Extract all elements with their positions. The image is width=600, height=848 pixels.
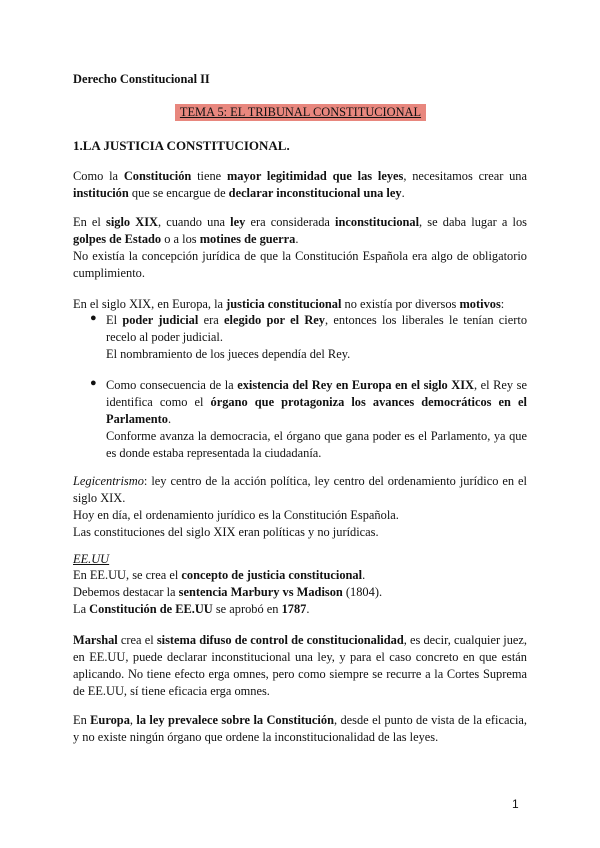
paragraph-5: Marshal crea el sistema difuso de control de constitucionalidad, es decir, cualquier juez, en EE.UU, puede declarar inconstitucional una ley, y para el caso concreto en que están aplicando. No tiene efecto erga omnes, pero como siempre se recurre a la Cortes Suprema de EE.UU, sí tiene eficacia erga omnes. (73, 633, 527, 698)
bullet-item-2: Como consecuencia de la existencia del Rey en Europa en el siglo XIX, el Rey se identifica como el órgano que protagoniza los avances democráticos en el Parlamento. Conforme avanza la democracia, el órgano que gana poder es el Parlamento, ya que es donde estaba representada la ciudadanía. (106, 378, 527, 460)
paragraph-1: Como la Constitución tiene mayor legitimidad que las leyes, necesitamos crear una institución que se encargue de declarar inconstitucional una ley. (73, 169, 528, 200)
page-number: 1 (512, 797, 519, 811)
paragraph-3: En el siglo XIX, en Europa, la justicia constitucional no existía por diversos motivos: (73, 297, 505, 311)
bullet-dot: ● (90, 377, 97, 389)
section-heading: 1.LA JUSTICIA CONSTITUCIONAL. (73, 138, 290, 153)
usa-paragraph: En EE.UU, se crea el concepto de justicia constitucional. Debemos destacar la sentencia Marbury vs Madison (1804). La Constitución de EE.UU se aprobó en 1787. (73, 568, 383, 616)
paragraph-2: En el siglo XIX, cuando una ley era considerada inconstitucional, se daba lugar a los golpes de Estado o a los motines de guerra. No existía la concepción jurídica de que la Constitución Española era algo de obligatorio cumplimiento. (73, 215, 527, 280)
paragraph-4: Legicentrismo: ley centro de la acción política, ley centro del ordenamiento jurídico en el siglo XIX. Hoy en día, el ordenamiento jurídico es la Constitución Española. Las constituciones del siglo XIX eran políticas y no jurídicas. (73, 474, 527, 539)
usa-heading: EE.UU (73, 552, 110, 566)
bullet-item-1: El poder judicial era elegido por el Rey, entonces los liberales le tenían cierto recelo al poder judicial. El nombramiento de los jueces dependía del Rey. (106, 313, 528, 361)
topic-title: TEMA 5: EL TRIBUNAL CONSTITUCIONAL (175, 104, 426, 121)
paragraph-6: En Europa, la ley prevalece sobre la Constitución, desde el punto de vista de la eficacia, y no existe ningún órgano que ordene la inconstitucionalidad de las leyes. (73, 713, 527, 744)
bullet-dot: ● (90, 312, 97, 324)
course-title: Derecho Constitucional II (73, 72, 210, 86)
